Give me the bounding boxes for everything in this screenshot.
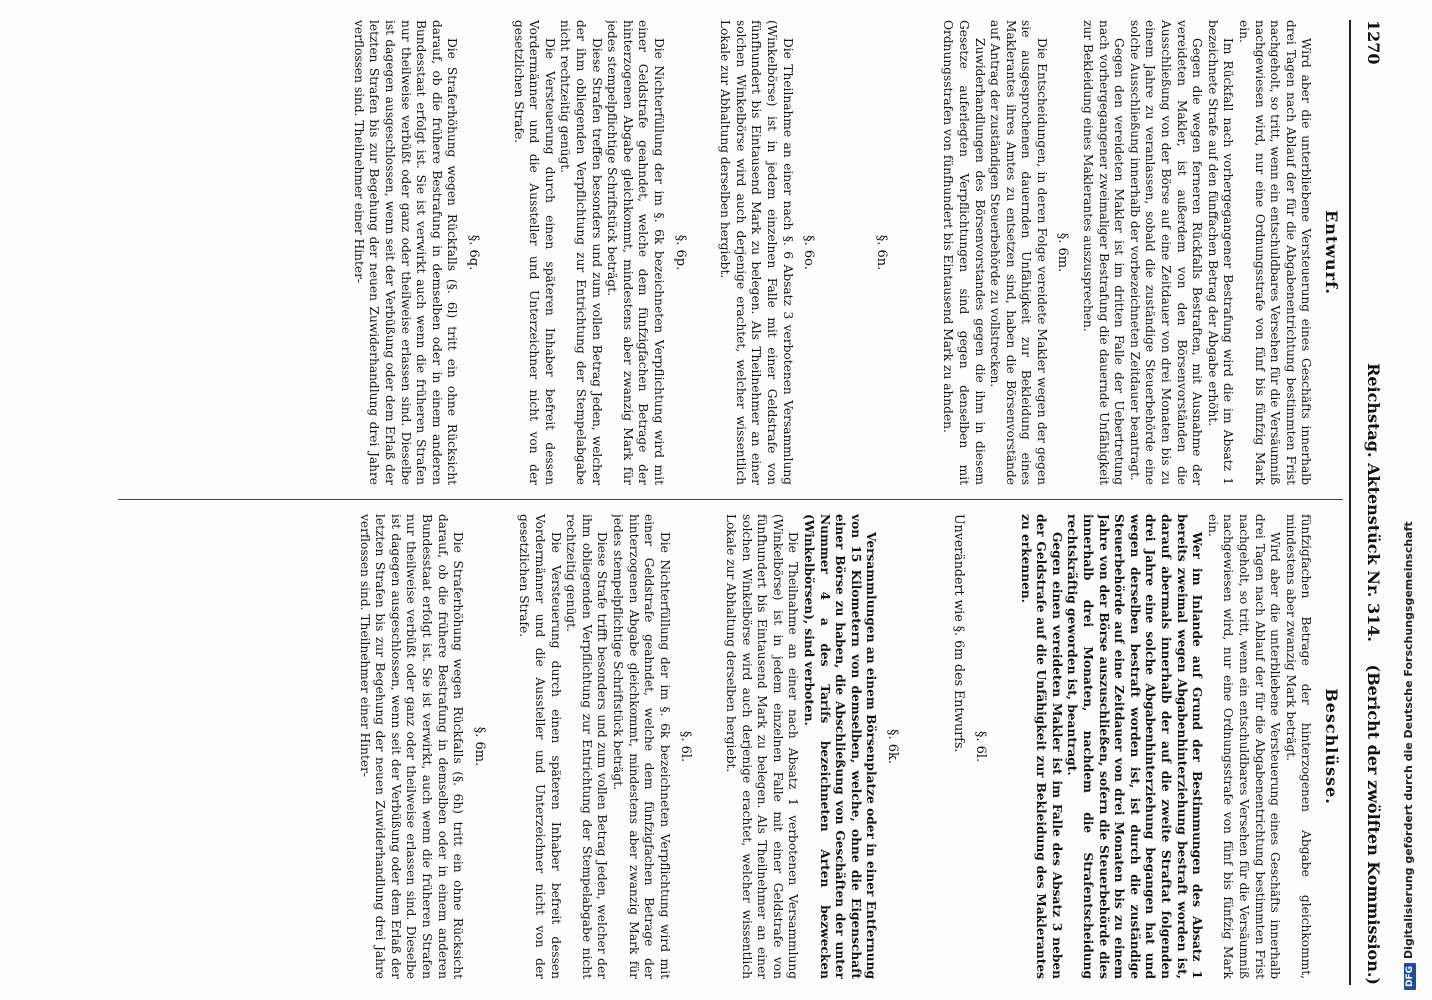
header-rule: [1349, 20, 1351, 985]
paragraph: Die Nichterfüllung der im §. 6k bezeichneten Verpflichtung wird mit einer Geldstrafe geahndet, welche dem fünfzigfachen Betrage der hinterzogenen Abgabe gleichkommt, mindestens aber zwanzig Mark für jedes stempelpflichtige Schriftstück beträgt.: [605, 20, 666, 485]
section-heading: §. 6p.: [672, 234, 688, 271]
digitization-credit: [1402, 0, 1424, 990]
section-heading: §. 6m.: [471, 726, 487, 767]
header-subtitle: (Bericht der zwölften Kommission.): [1364, 664, 1383, 985]
section-heading: §. 6q.: [466, 234, 482, 271]
header-title: Reichstag. Aktenstück Nr. 314.: [1364, 363, 1383, 642]
paragraph: Die Straferhöhung wegen Rückfalls (§. 6h) tritt ein ohne Rücksicht darauf, ob die frühere Bestrafung in demselben oder in einem anderen Bundesstaat erfolgt ist. Sie ist verwirkt, auch wenn die früheren Strafen nur theilweise verbüßt oder ganz oder theilweise erlassen sind. Dieselbe ist dagegen ausgeschlossen, wenn seit der Verbüßung oder dem Erlaß der letzten Strafen bis zur Begehung der neuen Zuwiderhandlung drei Jahre verflossen sind. Theilnehmer einer Hinter-: [357, 514, 466, 979]
paragraph: Zuwiderhandlungen des Börsenvorstandes gegen die ihm in diesem Gesetze auferlegten Verpflichtungen sind gegen denselben mit Ordnungsstrafen von fünfhundert bis Eintausend Mark zu ahnden.: [941, 20, 987, 485]
paragraph: Die Nichterfüllung der im §. 6k bezeichneten Verpflichtung wird mit einer Geldstrafe geahndet, welche dem fünfzigfachen Betrage der hinterzogenen Abgabe gleichkommt, mindestens aber zwanzig Mark für jedes stempelpflichtige Schriftstück beträgt.: [611, 514, 672, 979]
paragraph: Wird aber die unterbliebene Versteuerung eines Geschäfts innerhalb drei Tagen nach Ablauf der für die Abgabenentrichtung bestimmten Frist nachgeholt, so tritt, wenn ein entschuldbares Versehen für die Versäumniß nachgewiesen wird, nur eine Ordnungsstrafe von fünf bis fünfzig Mark ein.: [1205, 514, 1283, 979]
column-heading-entwurf: Entwurf.: [1322, 210, 1341, 295]
column-heading-beschluesse: Beschlüsse.: [1322, 688, 1341, 805]
section-heading: §. 6n.: [873, 234, 889, 271]
section-heading: §. 6l.: [973, 730, 989, 763]
paragraph: Gegen den vereideten Makler ist im dritten Falle der Uebertretung nach vorhergegangener zweimaliger Bestrafung die dauernde Unfähigkeit zur Bekleidung eines Maklerantes auszusprechen.: [1081, 20, 1127, 485]
page-number: 1270: [1364, 20, 1383, 65]
paragraph: Im Rückfall nach vorhergegangener Bestrafung wird die im Absatz 1 bezeichnete Strafe auf den fünffachen Betrag der Abgabe erhöht.: [1205, 20, 1236, 485]
section-heading: §. 6o.: [801, 235, 817, 270]
page-header: [1349, 20, 1395, 985]
column-beschluesse: [118, 514, 1343, 979]
paragraph: Diese Strafe trifft besonders und zum vollen Betrag Jeden, welcher der ihm obliegenden Verpflichtung zur Entrichtung der Stempelabgabe nicht rechtzeitig genügt.: [564, 514, 610, 979]
column-divider: [118, 499, 1343, 500]
section-heading: §. 6l.: [678, 730, 694, 763]
paragraph-bold: Versammlungen an einem Börsenplatze oder in einer Entfernung von 15 Kilometern von demselben, welche, ohne die Eigenschaft einer Börse zu haben, die Abschließung von Geschäften der unter Nummer 4 a des Tarifs bezeichneten Arten bezwecken (Winkelbörsen), sind verboten.: [801, 514, 879, 979]
paragraph-bold: Wer im Inlande auf Grund der Bestimmungen des Absatz 1 bereits zweimal wegen Abgabenhinterziehung bestraft worden ist, darauf abermals innerhalb der auf die zweite Straftat folgenden drei Jahre eine solche Abgabenhinterziehung begangen hat und wegen derselben bestraft worden ist, ist durch die zuständige Steuerbehörde auf eine Zeitdauer von drei Monaten bis zu einem Jahre von der Börse auszuschließen, sofern die Steuerbehörde dies innerhalb drei Monaten, nachdem die Strafentscheidung rechtskräftig geworden ist, beantragt.: [1065, 514, 1205, 979]
section-heading: §. 6m.: [1055, 232, 1071, 273]
dfg-logo: DFG: [1404, 963, 1416, 990]
paragraph: Die Straferhöhung wegen Rückfalls (§. 6l) tritt ein ohne Rücksicht darauf, ob die frühere Bestrafung in demselben oder in einem anderen Bundesstaat erfolgt ist. Sie ist verwirkt auch wenn die früheren Strafen nur theilweise verbüßt oder ganz oder theilweise erlassen sind. Dieselbe ist dagegen ausgeschlossen, wenn seit der Verbüßung oder dem Erlaß der letzten Strafen bis zur Begehung der neuen Zuwiderhandlung drei Jahre verflossen sind. Theilnehmer einer Hinter-: [351, 20, 460, 485]
paragraph: Die Theilnahme an einer nach Absatz 1 verbotenen Versammlung (Winkelbörse) ist in jedem einzelnen Falle mit einer Geldstrafe von fünfhundert bis Eintausend Mark zu belegen. Als Theilnehmer an einer solchen Winkelbörse wird auch derjenige erachtet, welcher wissentlich Lokale zur Abhaltung derselben hergiebt.: [724, 514, 801, 979]
paragraph: Die Entscheidungen, in deren Folge vereidete Makler wegen der gegen sie ausgesprochenen dauernden Unfähigkeit zur Bekleidung eines Maklerantes ihres Amtes zu entsetzen sind, haben die Börsenvorstände auf Antrag der zuständigen Steuerbehörde zu vollstrecken.: [988, 20, 1049, 485]
paragraph: fünfzigfachen Betrage der hinterzogenen Abgabe gleichkommt, mindestens aber zwanzig Mark beträgt.: [1283, 514, 1314, 979]
column-entwurf: [118, 20, 1343, 485]
paragraph: Die Versteuerung durch einen späteren Inhaber befreit dessen Vordermänner und die Aussteller und Unterzeichner nicht von der gesetzlichen Strafe.: [511, 20, 557, 485]
credit-text: Digitalisierung gefördert durch die Deutsche Forschungsgemeinschaft: [1402, 521, 1415, 959]
section-heading: §. 6k.: [884, 728, 900, 765]
paragraph: Die Theilnahme an einer nach §. 6 Absatz 3 verbotenen Versammlung (Winkelbörse) ist in jedem einzelnen Falle mit einer Geldstrafe von fünfhundert bis Eintausend Mark zu belegen. Als Theilnehmer an einer solchen Winkelbörse wird auch derjenige erachtet, welcher wissentlich Lokale zur Abhaltung derselben hergiebt.: [718, 20, 795, 485]
paragraph: Gegen die wegen ferneren Rückfalls Bestraften, mit Ausnahme der vereideten Makler, ist außerdem von den Börsenvorständen die Ausschließung von der Börse auf eine Zeitdauer von drei Monaten bis zu einem Jahre zu veranlassen, sobald die zuständige Steuerbehörde eine solche Ausschließung innerhalb der vorbezeichneten Zeitdauer beantragt.: [1127, 20, 1205, 485]
section-note: Unverändert wie §. 6m des Entwurfs.: [951, 514, 967, 753]
paragraph: Diese Strafen treffen besonders und zum vollen Betrag Jeden, welcher der ihm obliegenden Verpflichtung zur Entrichtung der Stempelabgabe nicht rechtzeitig genügt.: [558, 20, 604, 485]
paragraph: Die Versteuerung durch einen späteren Inhaber befreit dessen Vordermänner und die Aussteller und Unterzeichner nicht von der gesetzlichen Strafe.: [517, 514, 563, 979]
rotated-document: [115, 20, 1395, 985]
paragraph-bold: Gegen einen vereideten Makler ist im Falle des Absatz 3 neben der Geldstrafe auf die Unfähigkeit zur Bekleidung des Maklerantes zu erkennen.: [1018, 514, 1064, 979]
paragraph: Wird aber die unterbliebene Versteuerung eines Geschäfts innerhalb drei Tagen nach Ablauf der für die Abgabenentrichtung bestimmten Frist nachgeholt, so tritt, wenn ein entschuldbares Versehen für die Versäumniß nachgewiesen wird, nur eine Ordnungsstrafe von fünf bis fünfzig Mark ein.: [1237, 20, 1314, 485]
